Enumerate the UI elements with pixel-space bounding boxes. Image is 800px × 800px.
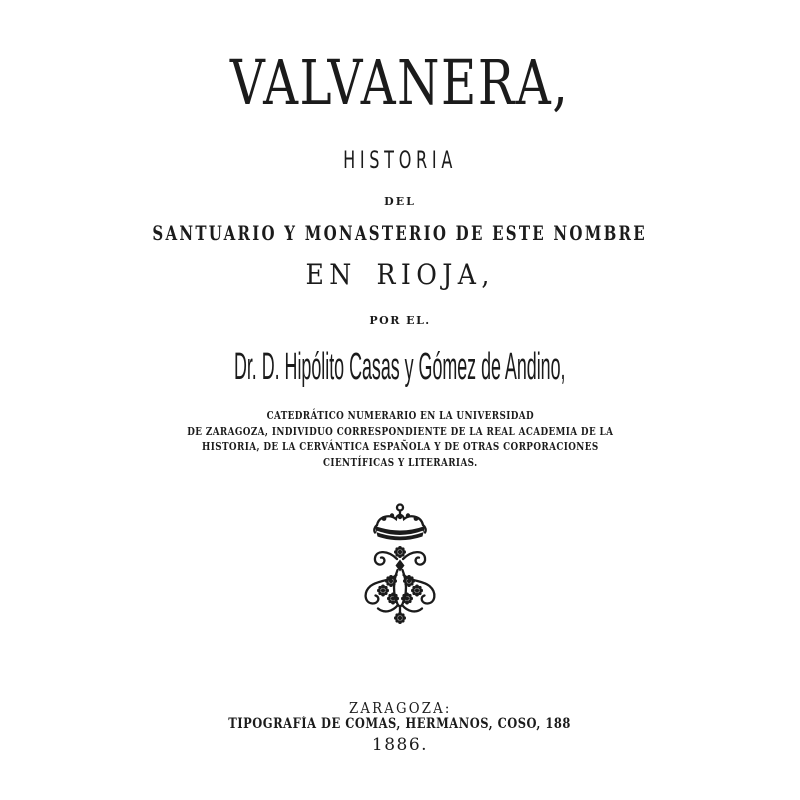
author-name-text: Dr. D. Hipólito Casas y Gómez de Andino,	[234, 346, 566, 388]
imprint-city-text: ZARAGOZA:	[348, 699, 452, 717]
genre-heading	[0, 148, 800, 172]
credentials-line-1: CATEDRÁTICO NUMERARIO EN LA UNIVERSIDAD	[266, 409, 534, 422]
author-credentials	[0, 408, 800, 470]
subject-heading	[0, 223, 800, 243]
connector-word: DEL	[384, 195, 416, 208]
crowned-monogram-emblem-icon	[348, 500, 452, 628]
imprint-printer-text: TIPOGRAFÍA DE COMAS, HERMANOS, COSO, 188	[228, 716, 572, 732]
region-text: EN RIOJA,	[305, 258, 495, 291]
author-name	[0, 347, 800, 389]
imprint-city	[0, 701, 800, 716]
imprint-printer	[0, 718, 800, 732]
credentials-line-4: CIENTÍFICAS Y LITERARIAS.	[322, 455, 478, 469]
region-heading	[0, 258, 800, 291]
imprint-year: 1886.	[371, 735, 429, 755]
byline-intro: POR EL.	[369, 314, 431, 327]
genre-text: HISTORIA	[343, 146, 457, 174]
credentials-lines	[187, 408, 613, 470]
credentials-line-3: HISTORIA, DE LA CERVÁNTICA ESPAÑOLA Y DE OTRAS CORPORACIONES	[201, 440, 599, 453]
subject-text: SANTUARIO Y MONASTERIO DE ESTE NOMBRE	[152, 221, 648, 245]
book-title-text: VALVANERA,	[230, 46, 570, 119]
page-title	[0, 46, 800, 119]
credentials-line-2: DE ZARAGOZA, INDIVIDUO CORRESPONDIENTE DE LA REAL ACADEMIA DE LA	[186, 424, 614, 438]
